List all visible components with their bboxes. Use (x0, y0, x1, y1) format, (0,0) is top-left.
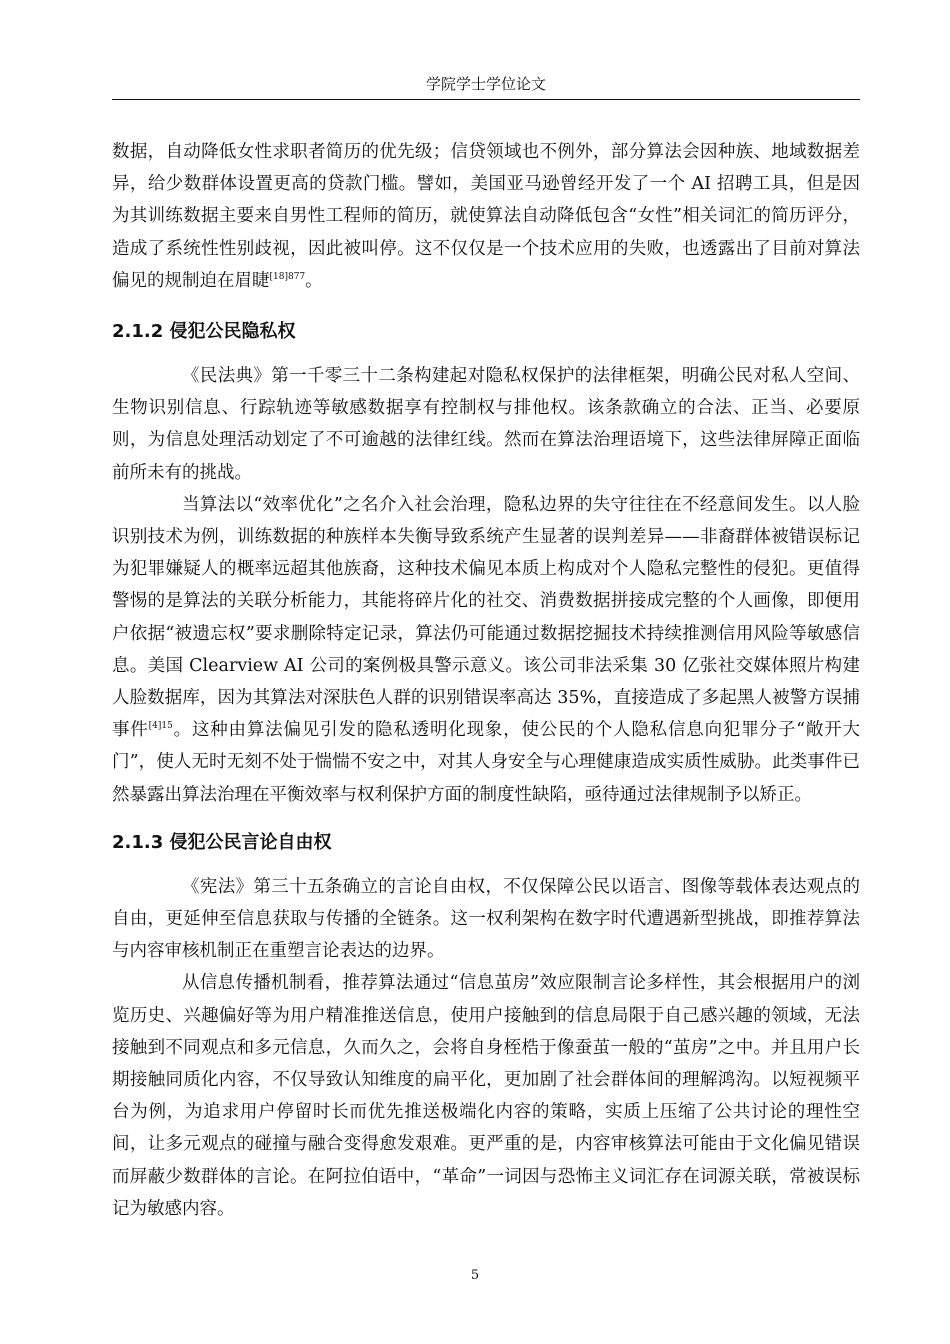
citation-superscript: [4]15 (148, 721, 173, 732)
paragraph-text: 数据，自动降低女性求职者简历的优先级；信贷领域也不例外，部分算法会因种族、地域数据差异，给少数群体设置更高的贷款门槛。譬如，美国亚马逊曾经开发了一个 AI 招聘工具，但是因为其训练数据主要来自男性工程师的简历，就使算法自动降低包含“女性”相关词汇的简历评分，造成了系统性性别歧视，因此被叫停。这不仅仅是一个技术应用的失败，也透露出了目前对算法偏见的规制迫在眉睫 (112, 142, 860, 291)
paragraph-tail: 。这种由算法偏见引发的隐私透明化现象，使公民的个人隐私信息向犯罪分子“敞开大门”，使人无时无刻不处于惴惴不安之中，对其人身安全与心理健康造成实质性威胁。此类事件已然暴露出算法治理在平衡效率与权利保护方面的制度性缺陷，亟待通过法律规制予以矫正。 (112, 720, 860, 805)
body-paragraph-5: 从信息传播机制看，推荐算法通过“信息茧房”效应限制言论多样性，其会根据用户的浏览历史、兴趣偏好等为用户精准推送信息，使用户接触到的信息局限于自己感兴趣的领域，无法接触到不同观点和多元信息，久而久之，会将自身桎梏于像蚕茧一般的“茧房”之中。并且用户长期接触同质化内容，不仅导致认知维度的扁平化，更加剧了社会群体间的理解鸿沟。以短视频平台为例，为追求用户停留时长而优先推送极端化内容的策略，实质上压缩了公共讨论的理性空间，让多元观点的碰撞与融合变得愈发艰难。更严重的是，内容审核算法可能由于文化偏见错误而屏蔽少数群体的言论。在阿拉伯语中，“革命”一词因与恐怖主义词汇存在词源关联，常被误标记为敏感内容。 (112, 973, 860, 1219)
citation-superscript: [18]877 (269, 271, 306, 282)
body-paragraph-4: 《宪法》第三十五条确立的言论自由权，不仅保障公民以语言、图像等载体表达观点的自由，更延伸至信息获取与传播的全链条。这一权利架构在数字时代遭遇新型挑战，即推荐算法与内容审核机制正在重塑言论表达的边界。 (112, 876, 860, 962)
body-paragraph-3 (112, 489, 860, 811)
page-body (112, 136, 860, 1225)
body-paragraph-2: 《民法典》第一千零三十二条构建起对隐私权保护的法律框架，明确公民对私人空间、生物识别信息、行踪轨迹等敏感数据享有控制权与排他权。该条款确立的合法、正当、必要原则，为信息处理活动划定了不可逾越的法律红线。然而在算法治理语境下，这些法律屏障正面临前所未有的挑战。 (112, 366, 860, 483)
paragraph-text: 当算法以“效率优化”之名介入社会治理，隐私边界的失守往往在不经意间发生。以人脸识别技术为例，训练数据的种族样本失衡导致系统产生显著的误判差异——非裔群体被错误标记为犯罪嫌疑人的概率远超其他族裔，这种技术偏见本质上构成对个人隐私完整性的侵犯。更值得警惕的是算法的关联分析能力，其能将碎片化的社交、消费数据拼接成完整的个人画像，即便用户依据“被遗忘权”要求删除特定记录，算法仍可能通过数据挖掘技术持续推测信用风险等敏感信息。美国 Clearview AI 公司的案例极具警示意义。该公司非法采集 30 亿张社交媒体照片构建人脸数据库，因为其算法对深肤色人群的识别错误率高达 35%，直接造成了多起黑人被警方误捕事件 (112, 494, 860, 741)
running-header: 学院学士学位论文 (425, 75, 546, 93)
section-heading-2-1-3: 2.1.3 侵犯公民言论自由权 (112, 831, 332, 853)
page-number: 5 (470, 1268, 480, 1283)
section-heading-2-1-2: 2.1.2 侵犯公民隐私权 (112, 321, 296, 343)
header-divider (112, 99, 860, 100)
body-paragraph-1 (112, 136, 860, 297)
paragraph-tail: 。 (305, 270, 323, 291)
